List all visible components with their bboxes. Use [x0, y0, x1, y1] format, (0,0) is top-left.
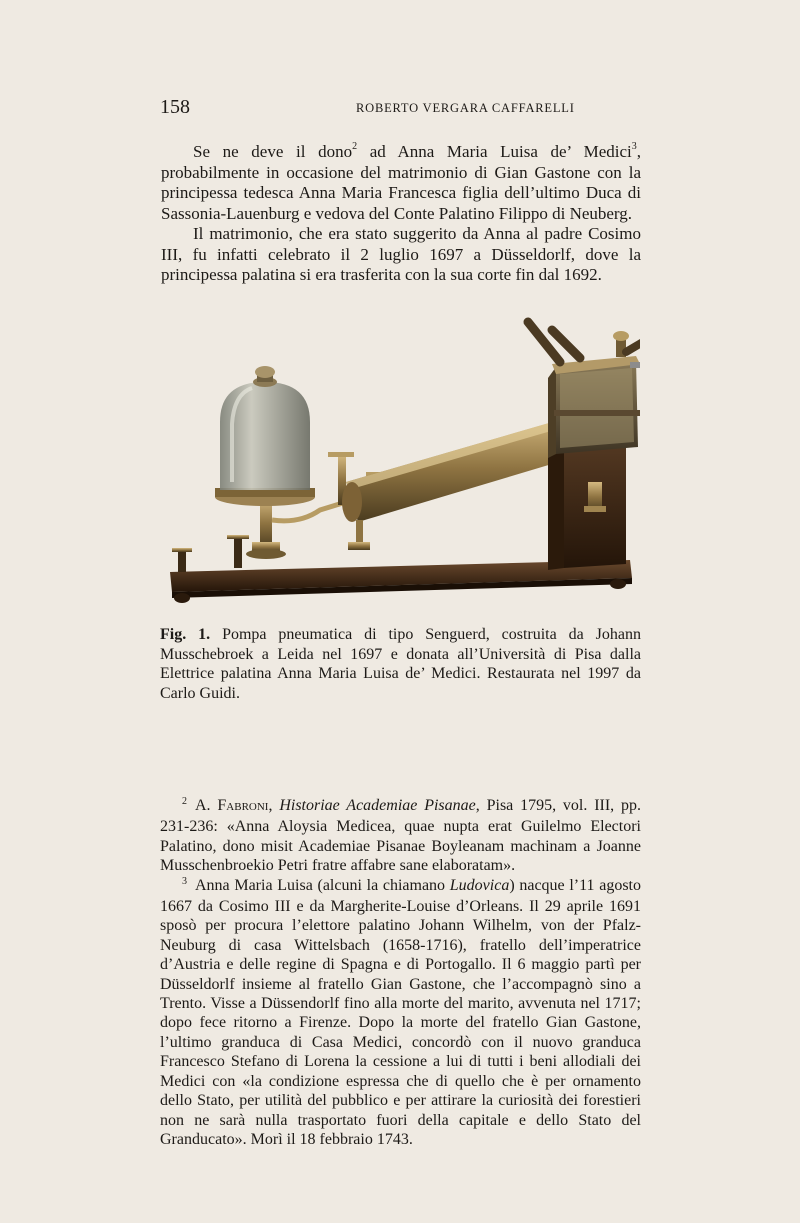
running-title: ROBERTO VERGARA CAFFARELLI [356, 101, 575, 115]
page-number: 158 [160, 96, 190, 118]
italic-run: Historiae Academiae Pisanae [279, 797, 476, 814]
text-run: Anna Maria Luisa (alcuni la chiamano [195, 876, 450, 894]
figure-caption [160, 625, 641, 703]
text-run: , Pisa 1795, vol. III, pp. 231-236: «Anna Aloysia Medicea, quae nupta erat Guilelmo Electori Palatino, dono misit Academiae Pisanae Boyleanam machinam a Joanne Musschenbroekio Petri fratre affabre sane elaboratam». [160, 797, 642, 875]
footnote [160, 796, 641, 876]
footnote-marker: 2 [182, 796, 187, 807]
italic-run: Ludovica [449, 876, 510, 894]
footnote-reference: 3 [631, 141, 637, 153]
leveling-screw [172, 548, 192, 572]
text-run: , probabilmente in occasione del matrimonio di Gian Gastone con la principessa tedesca Anna Maria Francesca figlia dell’ultimo Duca di Sassonia-Lauenburg e vedova del Conte Palatino Filippo di Neuberg. [161, 142, 641, 223]
base-foot [174, 593, 190, 603]
bell-jar-knob [255, 366, 275, 378]
footnote-marker: 3 [182, 875, 187, 887]
figure-air-pump [160, 292, 640, 622]
footnote-text [160, 797, 641, 874]
author-name: Fabroni [217, 797, 269, 814]
caption-text: Pompa pneumatica di tipo Senguerd, costruita da Johann Musschebroek a Leida nel 1697 e donata all’Università di Pisa dalla Elettrice palatina Anna Maria Luisa de’ Medici. Restaurata nel 1997 da Carlo Guidi. [160, 626, 641, 702]
text-run: Se ne deve il dono [193, 142, 353, 161]
caption-label: Fig. 1. [160, 626, 211, 643]
footnote-reference: 2 [352, 141, 358, 153]
text-run: ad Anna Maria Luisa de’ Medici [357, 142, 632, 161]
top-knob [613, 331, 629, 341]
running-head [160, 96, 640, 118]
air-pump-photo [160, 292, 640, 622]
text-run: A. [195, 797, 218, 814]
body-paragraph [161, 142, 641, 224]
text-run: ) nacque l’11 agosto 1667 da Cosimo III e da Margherite-Louise d’Orleans. Il 29 aprile 1691 sposò per procura l’elettore palatino Johann Wilhelm, von der Pfalz-Neuburg di casa Wittelsbach (1658-1716), fratello dell’imperatrice d’Austria e delle regine di Spagna e di Portogallo. Il 6 maggio partì per Düsseldorlf insieme al fratello Gian Gastone, che l’accompagnò sino a Trento. Visse a Düssendorlf fino alla morte del marito, avvenuta nel 1717; dopo fece ritorno a Firenze. Dopo la morte del fratello Gian Gastone, l’ultimo granduca di Casa Medici, concordò con il nuovo granduca Francesco Stefano di Lorena la cessione a lui di tutti i beni allodiali dei Medici con «la condizione espressa che di quello che è per ornamento dello Stato, per utilità del pubblico e per attirare la curiosità dei forestieri non ne sarà nulla trasportato fuori della capitale e dello Stato del Granducato». Morì il 18 febbraio 1743. [160, 876, 641, 1148]
text-run: , [268, 797, 280, 814]
footnote-text [160, 877, 641, 1148]
body-paragraph: Il matrimonio, che era stato suggerito da Anna al padre Cosimo III, fu infatti celebrato il 2 luglio 1697 a Düsseldorlf, dove la principessa palatina si era trasferita con la sua corte fin dal 1692. [161, 224, 641, 284]
footnotes [160, 796, 641, 1149]
base-foot [610, 579, 626, 589]
body-text [161, 142, 641, 286]
footnote [160, 876, 641, 1150]
leveling-screw [227, 535, 249, 568]
